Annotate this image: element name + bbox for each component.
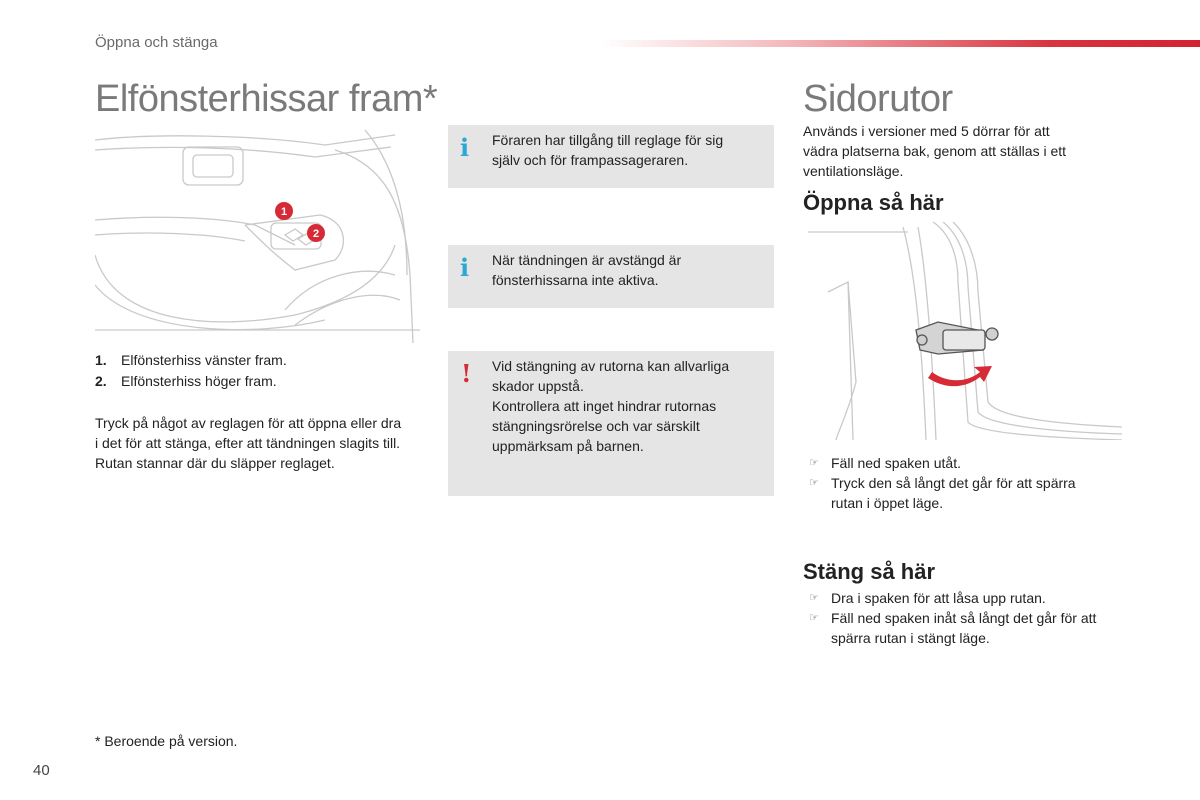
- page-title-left: Elfönsterhissar fram*: [95, 78, 438, 120]
- list-item: [803, 453, 1143, 473]
- info-note-ignition: [448, 245, 774, 308]
- section-label: Öppna och stänga: [95, 34, 218, 51]
- hand-pointer-icon: ☞: [809, 477, 819, 489]
- list-item-text: Elfönsterhiss höger fram.: [121, 373, 277, 389]
- step-line: Tryck den så långt det går för att spärra: [831, 475, 1076, 491]
- step-line: Fäll ned spaken utåt.: [831, 455, 961, 471]
- step-line: Dra i spaken för att låsa upp rutan.: [831, 590, 1046, 606]
- footnote: * Beroende på version.: [95, 733, 238, 749]
- page-title-right: Sidorutor: [803, 78, 953, 120]
- info-icon: i: [460, 133, 470, 162]
- list-item: [803, 473, 1143, 513]
- door-panel-illustration: [95, 125, 420, 343]
- header-accent-bar: [600, 40, 1200, 47]
- instruction-line: Tryck på något av reglagen för att öppna eller dra: [95, 415, 402, 431]
- list-item: [95, 352, 287, 368]
- heading-open: Öppna så här: [803, 190, 944, 215]
- note-line: Föraren har tillgång till reglage för sig: [492, 132, 724, 148]
- warning-note-closing: [448, 351, 774, 496]
- svg-text:2: 2: [312, 228, 320, 240]
- info-note-driver-controls: [448, 125, 774, 188]
- intro-line: Används i versioner med 5 dörrar för att: [803, 123, 1050, 139]
- intro-line: ventilationsläge.: [803, 163, 904, 179]
- step-line: Fäll ned spaken inåt så långt det går för att: [831, 610, 1097, 626]
- rear-window-illustration: [808, 222, 1122, 440]
- note-line: När tändningen är avstängd är: [492, 252, 682, 268]
- direction-arrow: [928, 366, 992, 386]
- right-intro: [803, 121, 1143, 181]
- note-line: stängningsrörelse och var särskilt: [492, 418, 700, 434]
- note-line: fönsterhissarna inte aktiva.: [492, 272, 659, 288]
- heading-close: Stäng så här: [803, 559, 936, 584]
- hand-pointer-icon: ☞: [809, 592, 819, 604]
- list-item: [95, 373, 277, 389]
- list-item: [803, 588, 1143, 608]
- note-line: Vid stängning av rutorna kan allvarliga: [492, 358, 730, 374]
- note-line: uppmärksam på barnen.: [492, 438, 644, 454]
- note-line: skador uppstå.: [492, 378, 584, 394]
- list-item-text: Elfönsterhiss vänster fram.: [121, 352, 287, 368]
- door-panel-figure: [95, 125, 420, 343]
- hand-pointer-icon: ☞: [809, 612, 819, 624]
- close-steps: [803, 588, 1143, 648]
- note-line: själv och för frampassageraren.: [492, 152, 689, 168]
- step-line: rutan i öppet läge.: [831, 495, 944, 511]
- page-number: 40: [33, 762, 50, 779]
- open-steps: [803, 453, 1143, 513]
- info-icon: i: [460, 253, 470, 282]
- warning-icon: !: [461, 359, 472, 388]
- list-item: [803, 608, 1143, 648]
- note-line: Kontrollera att inget hindrar rutornas: [492, 398, 717, 414]
- rear-window-figure: [808, 222, 1122, 440]
- hand-pointer-icon: ☞: [809, 457, 819, 469]
- intro-line: vädra platserna bak, genom att ställas i ett: [803, 143, 1067, 159]
- instruction-line: Rutan stannar där du släpper reglaget.: [95, 455, 335, 471]
- list-item-number: 2.: [95, 373, 107, 389]
- instruction-line: i det för att stänga, efter att tändningen slagits till.: [95, 435, 401, 451]
- list-item-number: 1.: [95, 352, 107, 368]
- step-line: spärra rutan i stängt läge.: [831, 630, 990, 646]
- left-instructions: [95, 413, 435, 473]
- svg-text:1: 1: [280, 206, 288, 218]
